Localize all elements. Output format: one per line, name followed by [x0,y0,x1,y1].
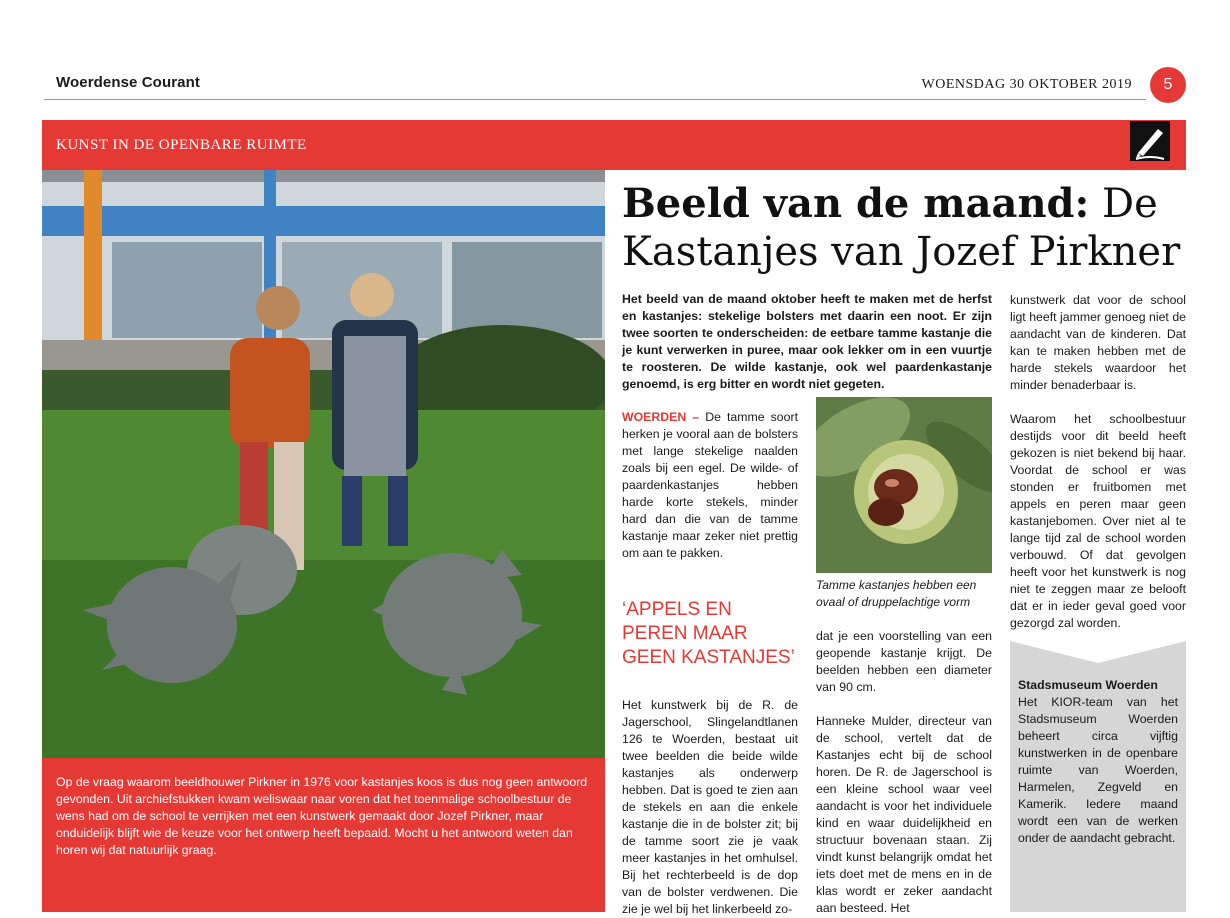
col3-p1: kunstwerk dat voor de school ligt heeft jammer genoeg niet de aandacht van de kinderen. Dat kan te maken hebben met de harde stekels waardoor het minder benaderbaar is. [1010,293,1186,392]
article-intro: Het beeld van de maand oktober heeft te maken met de herfst en kastanjes: stekelige bolsters met daarin een noot. Er zijn twee soorten te onderscheiden: de eetbare tamme kastanje die je kunt verwerken in puree, maar ook lekker om in een vuurtje te roosteren. De wilde kastanje, ook wel paardenkastanje genoemd, is erg bitter en wordt niet gegeten. [622,292,992,391]
headline-bold: Beeld van de maand: [622,180,1090,227]
col1-p1: De tamme soort herken je vooral aan de bolsters met lange stekelige naalden zoals bij een egel. De wilde- of paardenkastanjes hebben harde korte stekels, minder hard dan die van de tamme kastanje maar zeker niet prettig om aan te pakken. [622,410,798,560]
header-rule [44,99,1146,100]
col1-p2: Het kunstwerk bij de R. de Jagerschool, Slingelandtlanen 126 te Woerden, bestaat uit twee beelden die beide wilde kastanjes als onderwerp hebben. Dat is goed te zien aan de stekels en aan die enkele kastanje die in de bolster zit; bij de tamme soort zie je vaak meer kastanjes in het omhulsel. Bij het rechterbeeld is de dop van de bolster verdwenen. Die zie je wel bij het linkerbeeld zo- [622,698,798,916]
sidebar-title: Stadsmuseum Woerden [1018,678,1158,692]
col2-p2: Hanneke Mulder, directeur van de school, vertelt dat de Kastanjes echt bij de school horen. De R. de Jagerschool is een kleine school waar veel aandacht is voor het individuele kind en waar duidelijkheid en structuur bovenaan staan. Zij vindt kunst belangrijk omdat het iets doet met de mens en in de klas wordt er zeker aandacht aan besteed. Het [816,714,992,915]
chestnut-photo [816,397,992,573]
sidebar-body: Het KIOR-team van het Stadsmuseum Woerden beheert circa vijftig kunstwerken in de openbare ruimte van Woerden, Harmelen, Zegveld en Kamerik. Iedere maand wordt een van de werken onder de aandacht gebracht. [1018,695,1178,845]
sidebar-content [1018,677,1178,847]
col3-p2: Waarom het schoolbestuur destijds voor dit beeld heeft gekozen is niet bekend bij haar. Voordat de school er was stonden er fruitbomen met appels en peren maar geen kastanjebomen. Over niet al te lange tijd zal de school worden verbouwd. Of dat gevolgen heeft voor het kunstwerk is nog niet te zeggen maar ze belooft dat er in ieder geval goed voor gezorgd zal worden. [1010,412,1186,630]
column-3 [1010,292,1186,632]
page-number: 5 [1150,67,1186,103]
pen-icon [1130,121,1170,161]
main-caption: Op de vraag waarom beeldhouwer Pirkner in 1976 voor kastanjes koos is dus nog geen antwoord gevonden. Uit archiefstukken kwam weliswaar naar voren dat het toenmalige schoolbestuur de wens had om de school te verrijken met een kunstwerk gemaakt door Jozef Pirkner, maar onduidelijk blijft wie de keuze voor het ontwerp heeft bepaald. Mocht u het antwoord weten dan horen wij dat natuurlijk graag. [56,775,588,857]
column-2 [816,628,992,917]
chestnut-caption: Tamme kastanjes hebben een ovaal of druppelachtige vorm [816,578,977,609]
pull-quote: ‘APPELS EN PEREN MAAR GEEN KASTANJES’ [622,599,795,668]
dateline: WOERDEN – [622,410,700,424]
headline-rest: De Kastanjes van Jozef Pirkner [622,181,1181,275]
main-photo [42,170,605,758]
col2-p1: dat je een voorstelling van een geopende kastanje krijgt. De beelden hebben een diameter van 90 cm. [816,629,992,694]
column-1-top [622,409,798,562]
section-label: KUNST IN DE OPENBARE RUIMTE [56,137,307,153]
headline [622,180,1182,276]
masthead: Woerdense Courant [56,74,200,91]
issue-date: WOENSDAG 30 OKTOBER 2019 [921,77,1132,92]
